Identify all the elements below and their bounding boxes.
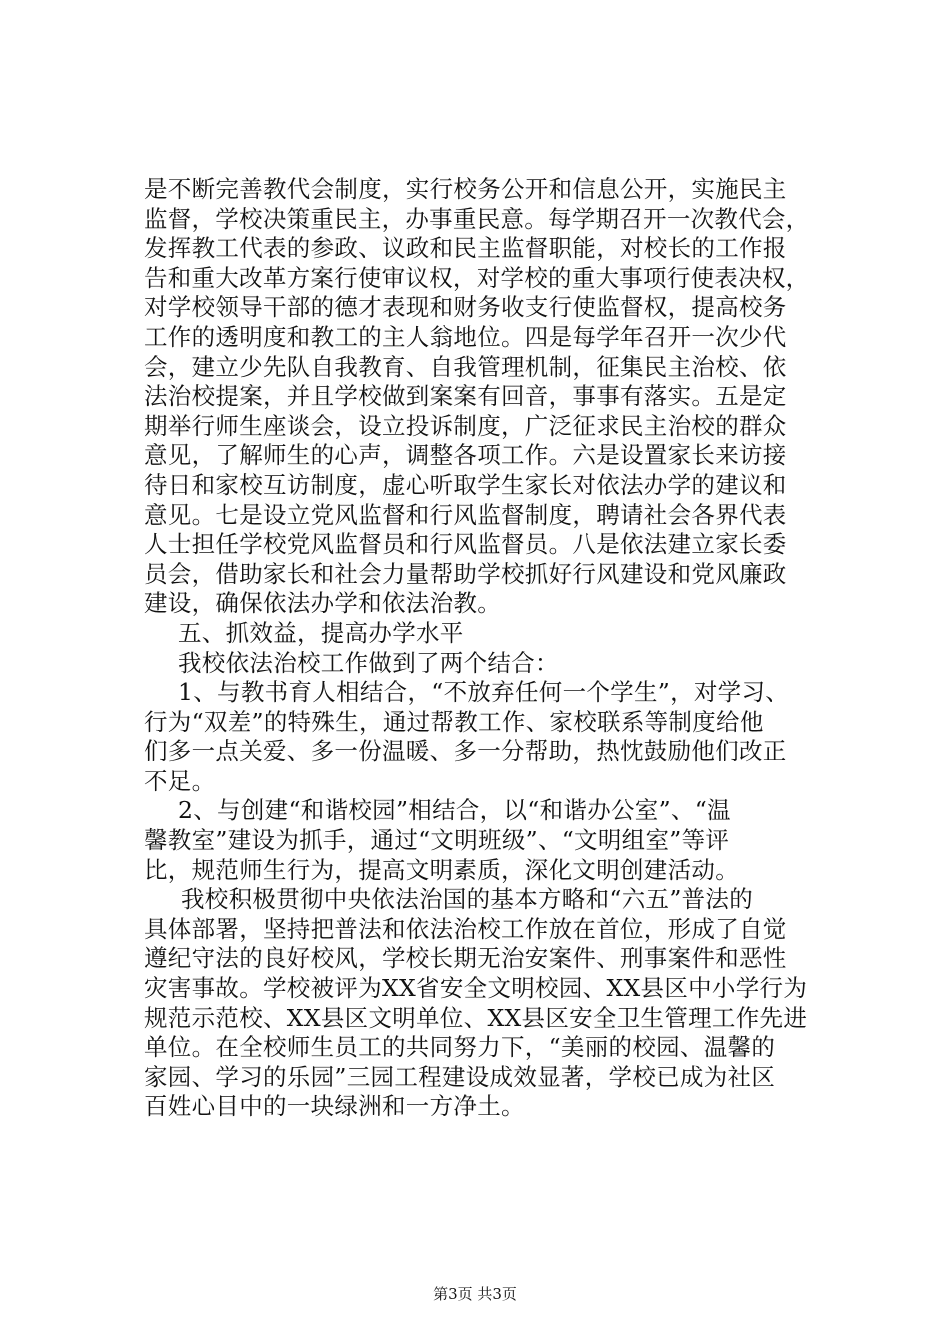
text-line: 我校积极贯彻中央依法治国的基本方略和“六五”普法的 (181, 885, 754, 914)
text-line: 单位。在全校师生员工的共同努力下，“美丽的校园、温馨的 (144, 1033, 776, 1062)
text-line: 法治校提案，并且学校做到案案有回音，事事有落实。五是定 (144, 382, 787, 411)
text-line: 发挥教工代表的参政、议政和民主监督职能，对校长的工作报 (144, 234, 787, 263)
text-line: 行为“双差”的特殊生，通过帮教工作、家校联系等制度给他 (144, 707, 764, 736)
text-line: 监督，学校决策重民主，办事重民意。每学期召开一次教代会， (144, 204, 810, 233)
text-line: 2、与创建“和谐校园”相结合，以“和谐办公室”、“温 (178, 796, 731, 825)
text-line: 比，规范师生行为，提高文明素质，深化文明创建活动。 (144, 855, 739, 884)
text-line: 意见，了解师生的心声，调整各项工作。六是设置家长来访接 (144, 441, 787, 470)
text-line: 告和重大改革方案行使审议权，对学校的重大事项行使表决权， (144, 263, 810, 292)
text-line: 灾害事故。学校被评为XX省安全文明校园、XX县区中小学行为 (144, 974, 808, 1003)
text-line: 人士担任学校党风监督员和行风监督员。八是依法建立家长委 (144, 530, 787, 559)
text-line: 具体部署，坚持把普法和依法治校工作放在首位，形成了自觉 (144, 914, 787, 943)
body-text (144, 175, 809, 1122)
text-line: 我校依法治校工作做到了两个结合： (178, 648, 559, 677)
text-line: 百姓心目中的一块绿洲和一方净土。 (144, 1092, 525, 1121)
text-line: 员会，借助家长和社会力量帮助学校抓好行风建设和党风廉政 (144, 559, 787, 588)
text-line: 会，建立少先队自我教育、自我管理机制，征集民主治校、依 (144, 352, 787, 381)
text-line: 家园、学习的乐园”三园工程建设成效显著，学校已成为社区 (144, 1062, 776, 1091)
page-footer: 第3页 共3页 (433, 1285, 517, 1303)
text-line: 工作的透明度和教工的主人翁地位。四是每学年召开一次少代 (144, 322, 787, 351)
text-line: 五、抓效益，提高办学水平 (178, 618, 464, 647)
text-line: 对学校领导干部的德才表现和财务收支行使监督权，提高校务 (144, 293, 787, 322)
text-line: 是不断完善教代会制度，实行校务公开和信息公开，实施民主 (144, 175, 787, 203)
text-line: 建设，确保依法办学和依法治教。 (144, 589, 501, 618)
text-line: 1、与教书育人相结合，“不放弃任何一个学生”，对学习、 (178, 678, 790, 707)
text-line: 意见。七是设立党风监督和行风监督制度，聘请社会各界代表 (144, 500, 787, 529)
text-line: 们多一点关爱、多一份温暖、多一分帮助，热忱鼓励他们改正 (144, 737, 787, 766)
text-line: 馨教室”建设为抓手，通过“文明班级”、“文明组室”等评 (144, 826, 730, 855)
text-line: 待日和家校互访制度，虚心听取学生家长对依法办学的建议和 (144, 470, 787, 499)
text-line: 不足。 (144, 766, 216, 795)
text-line: 期举行师生座谈会，设立投诉制度，广泛征求民主治校的群众 (144, 411, 787, 440)
text-line: 遵纪守法的良好校风，学校长期无治安案件、刑事案件和恶性 (144, 944, 787, 973)
text-line: 规范示范校、XX县区文明单位、XX县区安全卫生管理工作先进 (144, 1003, 808, 1032)
